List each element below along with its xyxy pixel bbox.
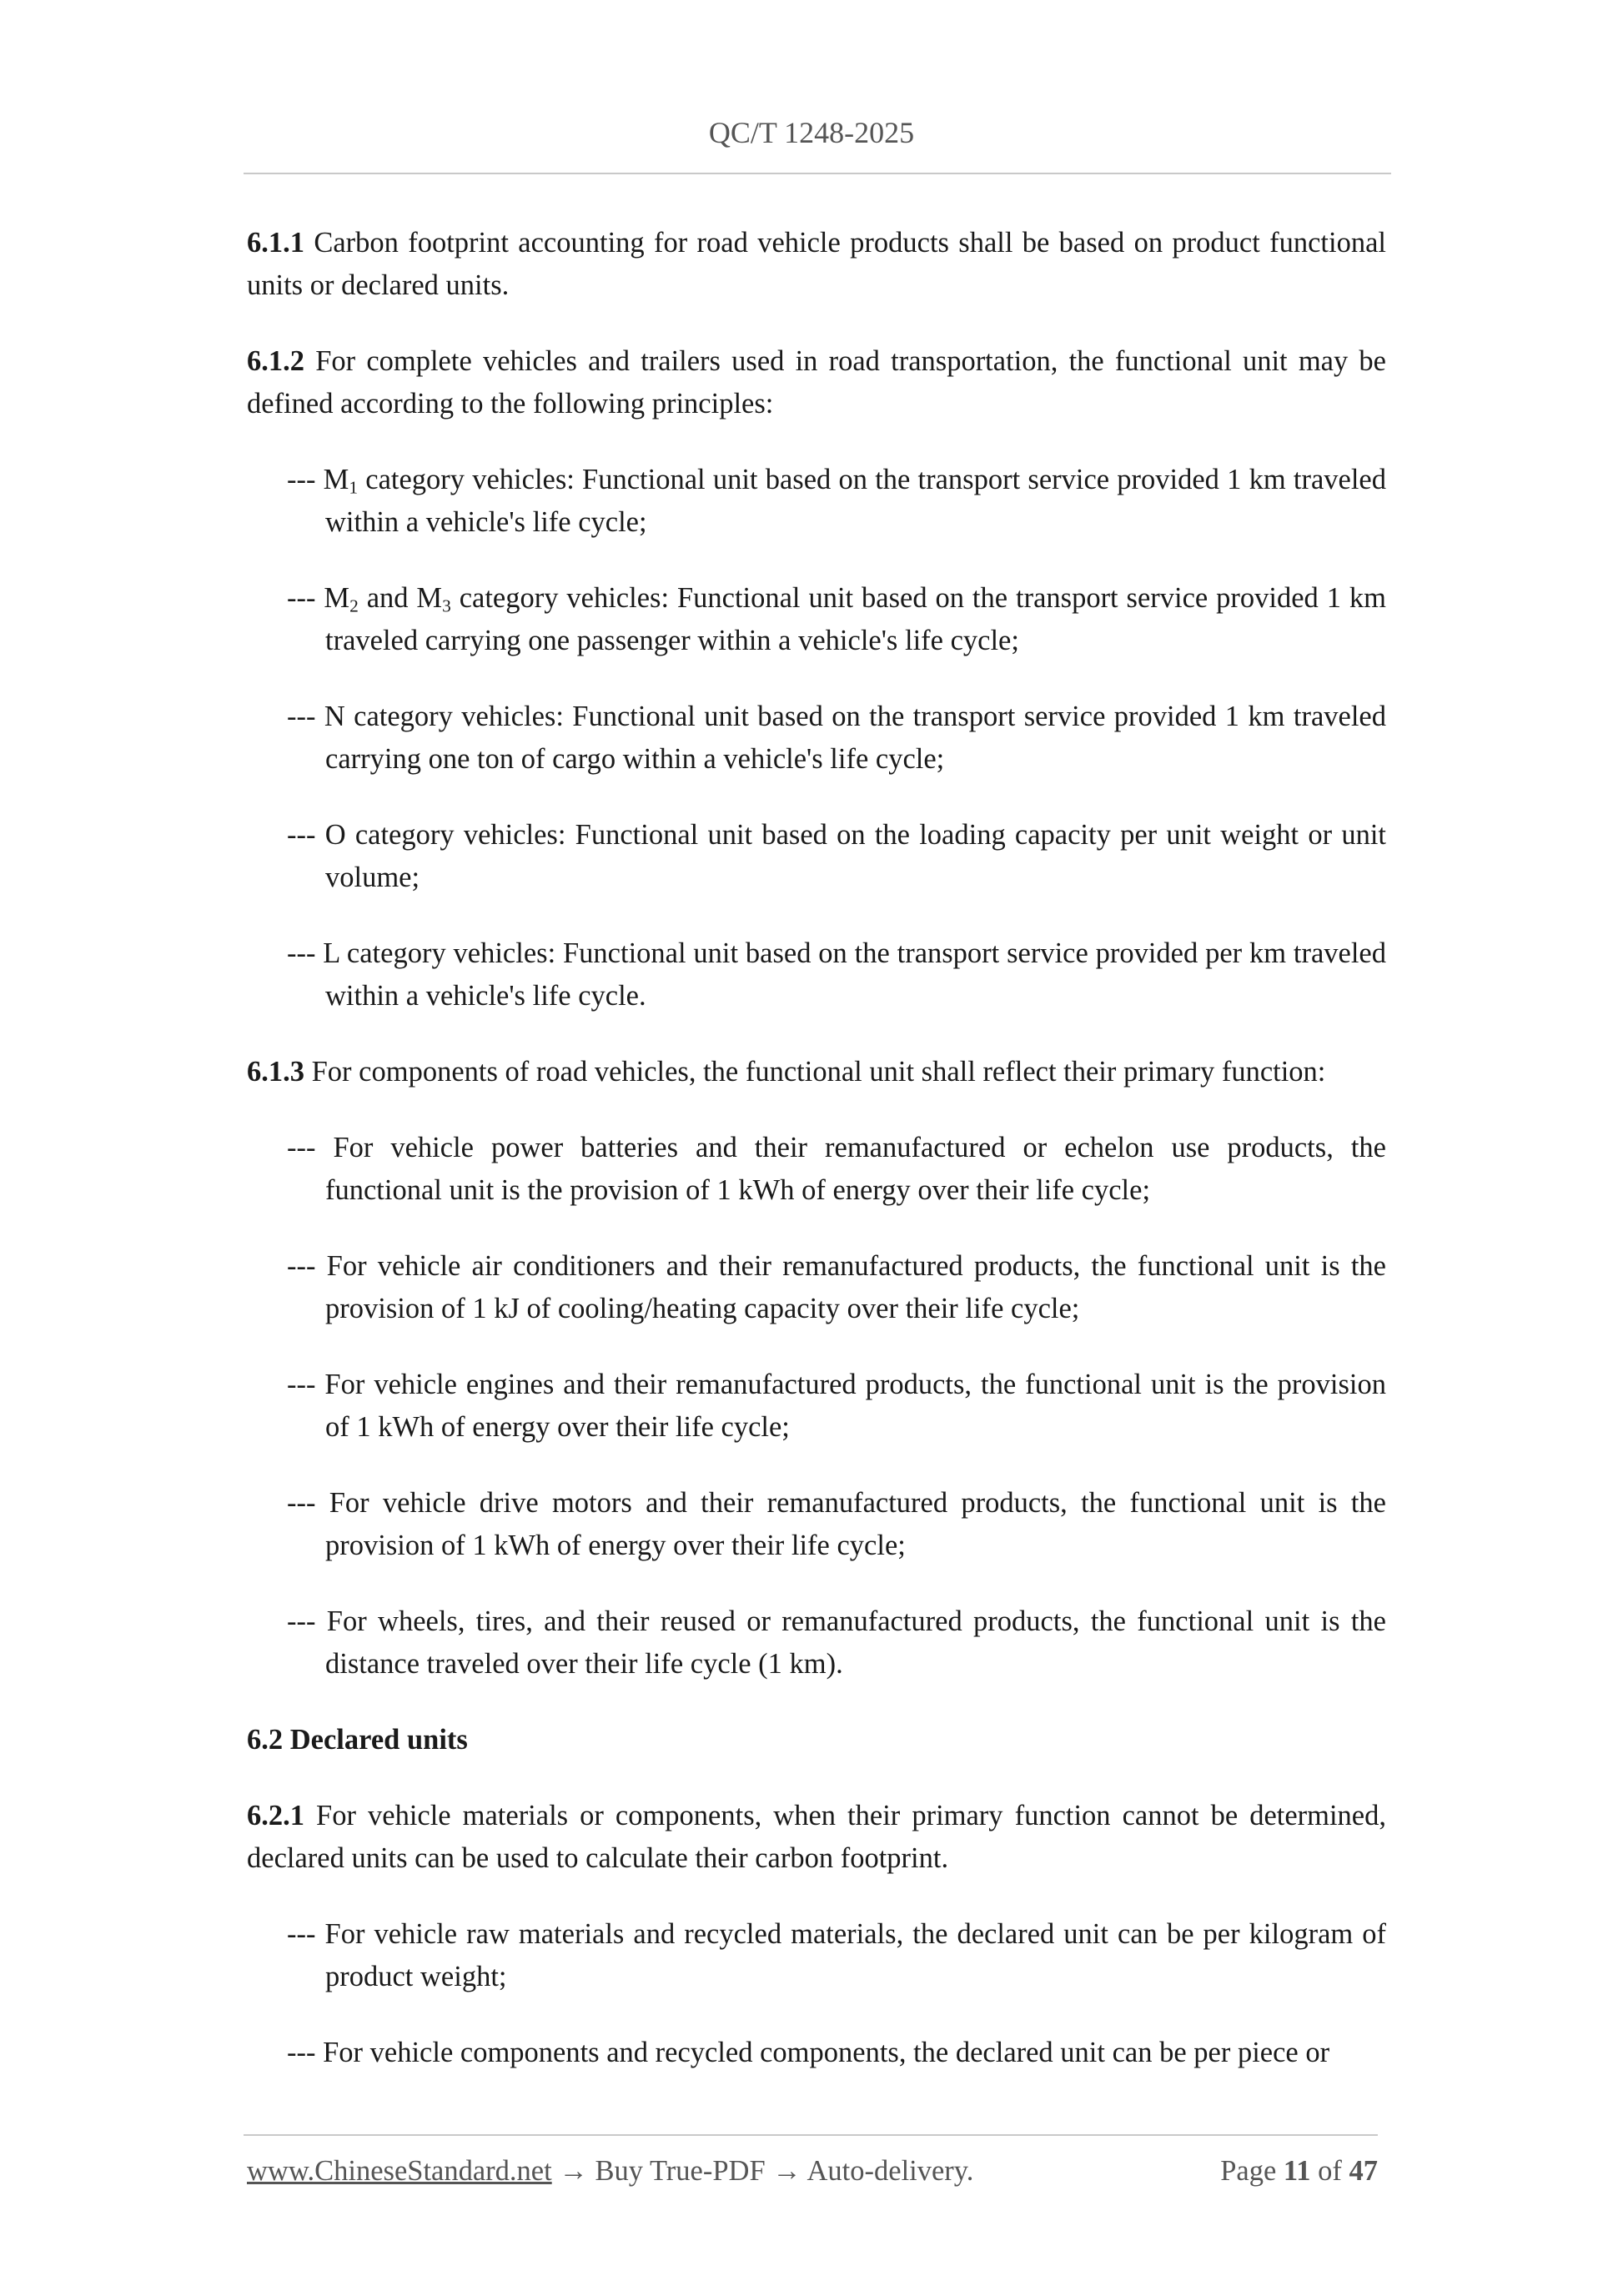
clause-6-1-2 [247,340,1386,425]
clause-text: For vehicle materials or components, when their primary function cannot be determined, declared units can be used to calculate their carbon footprint. [247,1800,1386,1874]
clause-text: Carbon footprint accounting for road vehicle products shall be based on product functional units or declared units. [247,227,1386,301]
footer-promo [247,2155,973,2188]
clause-6-2-1 [247,1795,1386,1880]
list-item-air-conditioners: --- For vehicle air conditioners and their remanufactured products, the functional unit is the provision of 1 kJ of cooling/heating capacity over their life cycle; [287,1250,1386,1324]
clause-6-1-1 [247,222,1386,307]
clause-text: For complete vehicles and trailers used in road transportation, the functional unit may be defined according to the following principles: [247,345,1386,420]
page-total: 47 [1349,2155,1378,2187]
footer-divider [244,2134,1378,2136]
page-footer [247,2155,1378,2188]
delivery-text: Auto-delivery. [806,2155,974,2187]
buy-text: Buy True-PDF [595,2155,766,2187]
clause-6-1-3 [247,1051,1386,1093]
page-number: 11 [1283,2155,1311,2187]
clause-number: 6.2.1 [247,1800,304,1831]
list-item-l: --- L category vehicles: Functional unit based on the transport service provided per km traveled within a vehicle's life cycle. [287,937,1386,1012]
list-item-o: --- O category vehicles: Functional unit based on the loading capacity per unit weight or unit volume; [287,819,1386,893]
arrow-icon: → [765,2155,807,2187]
section-heading-6-2: 6.2 Declared units [247,1724,468,1756]
list-item-m2-m3: --- $M_2$ and $M_3$ category vehicles: Functional unit based on the transport service provided 1 km traveled carrying one passenger within a vehicle's life cycle; [287,582,1386,656]
clause-text: For components of road vehicles, the functional unit shall reflect their primary function: [304,1056,1326,1088]
document-body [247,222,1386,2108]
list-item-components: --- For vehicle components and recycled components, the declared unit can be per piece or [287,2037,1330,2068]
arrow-icon: → [551,2155,595,2187]
clause-number: 6.1.3 [247,1056,304,1088]
list-item-batteries: --- For vehicle power batteries and their remanufactured or echelon use products, the functional unit is the provision of 1 kWh of energy over their life cycle; [287,1132,1386,1206]
site-link[interactable]: www.ChineseStandard.net [247,2155,552,2187]
document-header-title: QC/T 1248-2025 [708,116,915,149]
list-item-n: --- N category vehicles: Functional unit based on the transport service provided 1 km traveled carrying one ton of cargo within a vehicle's life cycle; [287,701,1386,775]
clause-number: 6.1.1 [247,227,304,259]
clause-number: 6.1.2 [247,345,304,377]
list-item-engines: --- For vehicle engines and their remanufactured products, the functional unit is the provision of 1 kWh of energy over their life cycle; [287,1369,1386,1443]
list-item-drive-motors: --- For vehicle drive motors and their remanufactured products, the functional unit is the provision of 1 kWh of energy over their life cycle; [287,1487,1386,1561]
header-divider [244,173,1391,174]
list-item-raw-materials: --- For vehicle raw materials and recycled materials, the declared unit can be per kilogram of product weight; [287,1918,1386,1992]
page-indicator: Page 11 of 47 [1220,2155,1378,2187]
list-item-wheels-tires: --- For wheels, tires, and their reused or remanufactured products, the functional unit is the distance traveled over their life cycle (1 km). [287,1605,1386,1680]
list-item-m1: --- $M_1$ category vehicles: Functional unit based on the transport service provided 1 km traveled within a vehicle's life cycle; [287,464,1386,538]
